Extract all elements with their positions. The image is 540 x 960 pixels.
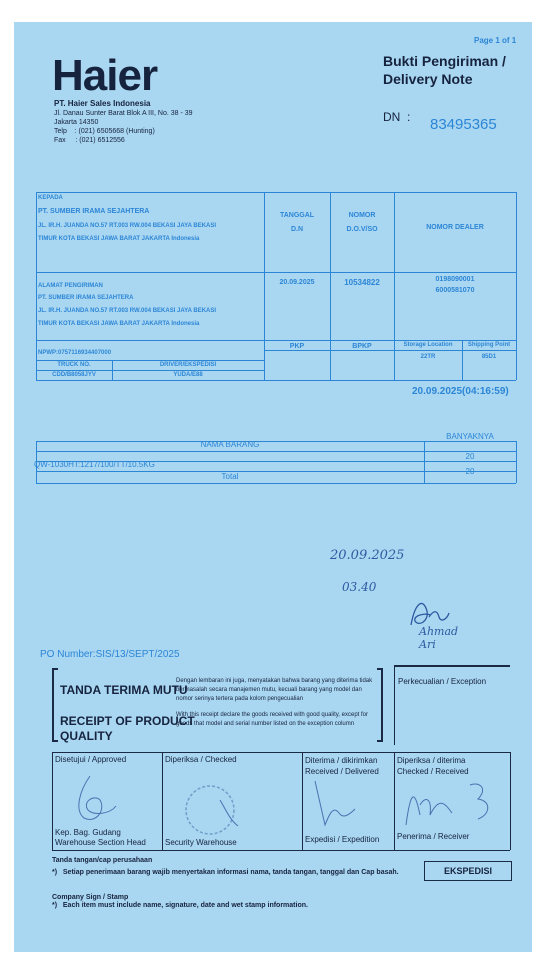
pkp-label: PKP (289, 343, 305, 350)
receipt-title-id: TANDA TERIMA MUTU (60, 683, 188, 697)
recipient-address-2: TIMUR KOTA BEKASI JAWA BARAT JAKARTA Indonesia (38, 236, 200, 242)
recipient-label: KEPADA (38, 195, 63, 201)
receipt-text-id: Dengan lembaran ini juga, menyatakan bahwa barang yang diterima tidak bermasalah secara manajemen mutu, kecuali barang yang model dan nomor serinya tertera pada kolom pengecualian (176, 678, 373, 702)
dn-header: D.N (290, 226, 304, 233)
driver-header: DRIVER/EKSPEDISI (159, 362, 217, 368)
nomor-value: 10534822 (344, 278, 380, 287)
delivered-label: Diterima / dikirimkan Received / Delivered (305, 756, 379, 776)
delivered-signature (305, 775, 365, 840)
receipt-title-en-2: QUALITY (60, 729, 113, 743)
page-subtitle: Delivery Note (383, 71, 473, 87)
page-indicator: Page 1 of 1 (474, 36, 517, 45)
company-fax: Fax : (021) 6512556 (54, 137, 125, 144)
handwritten-date: 20.09.2025 (330, 548, 405, 563)
nomor-header: NOMOR (348, 212, 376, 219)
dealer-number-2: 6000581070 (435, 287, 475, 294)
tanggal-value: 20.09.2025 (279, 279, 315, 286)
npwp: NPWP:0757116934407000 (38, 350, 112, 356)
item-qty: 20 (465, 452, 475, 461)
receiver-label: Penerima / Receiver (397, 832, 470, 841)
exception-label: Perkecualian / Exception (398, 677, 487, 686)
receipt-title-en: RECEIPT OF PRODUCT (60, 714, 195, 728)
truck-no-header: TRUCK NO. (57, 362, 91, 368)
stamp-label-en: Company Sign / Stamp (52, 894, 129, 901)
storage-location: 22TR (420, 354, 436, 360)
tanggal-header: TANGGAL (279, 212, 315, 219)
stamp-label-id: Tanda tangan/cap perusahaan (52, 857, 153, 864)
shipping-label: ALAMAT PENGIRIMAN (38, 283, 103, 289)
received-signature (400, 775, 500, 840)
ekspedisi-box (424, 861, 512, 881)
po-number: PO Number:SIS/13/SEPT/2025 (40, 649, 180, 660)
storage-location-header: Storage Location (403, 342, 453, 348)
shipping-point: 85D1 (481, 354, 497, 360)
shipping-point-header: Shipping Point (467, 342, 511, 348)
expedition-label: Expedisi / Expedition (305, 835, 380, 844)
stamp-note-en: *) Each item must include name, signature, date and wet stamp information. (52, 902, 308, 909)
company-stamp (180, 780, 250, 845)
handwritten-signature (405, 595, 459, 651)
handwritten-time: 03.40 (342, 580, 377, 594)
company-telp: Telp : (021) 6505668 (Hunting) (54, 128, 155, 135)
received-label: Diperiksa / diterima Checked / Received (397, 756, 469, 776)
checked-label: Diperiksa / Checked (165, 755, 237, 764)
page-title: Bukti Pengiriman / (383, 53, 506, 69)
shipping-name: PT. SUMBER IRAMA SEJAHTERA (38, 295, 134, 301)
bpkp-label: BPKP (352, 343, 372, 350)
dealer-number-1: 0198090001 (435, 276, 475, 283)
dovso-header: D.O.V/SO (346, 226, 378, 233)
company-city: Jakarta 14350 (54, 119, 99, 126)
dn-label: DN : (383, 110, 411, 124)
dn-number: 83495365 (430, 116, 497, 133)
company-address: Jl. Danau Sunter Barat Blok A III, No. 38 - 39 (54, 110, 193, 117)
total-label: Total (221, 472, 239, 481)
handwritten-name: Ahmad Ari (419, 625, 459, 651)
item-name: QW-1030HT:1217/100/TT/10.5KG (34, 460, 155, 469)
recipient-address: JL. IR.H. JUANDA NO.57 RT.003 RW.004 BEKASI JAYA BEKASI (38, 223, 217, 229)
item-name-header: NAMA BARANG (200, 440, 260, 449)
ekspedisi-label: EKSPEDISI (443, 866, 492, 876)
approved-label: Disetujui / Approved (55, 755, 127, 764)
security-label: Security Warehouse (165, 838, 237, 847)
shipping-address-2: TIMUR KOTA BEKASI JAWA BARAT JAKARTA Indonesia (38, 321, 200, 327)
receipt-text-en: With this receipt declare the goods received with good quality, except for goods that model and serial number listed on the exception column (176, 712, 368, 727)
item-qty-header: BANYAKNYA (446, 432, 494, 441)
truck-no: CDD/B8058JYV (52, 372, 96, 378)
shipping-address: JL. IR.H. JUANDA NO.57 RT.003 RW.004 BEKASI JAYA BEKASI (38, 308, 217, 314)
section-head-label-2: Warehouse Section Head (55, 838, 146, 847)
company-name: PT. Haier Sales Indonesia (54, 99, 151, 108)
approved-signature (60, 770, 130, 831)
section-head-label: Kep. Bag. Gudang (55, 828, 121, 837)
stamp-note-id: *) Setiap penerimaan barang wajib menyertakan informasi nama, tanda tangan, tanggal dan Cap basah. (52, 869, 399, 876)
total-qty: 20 (465, 467, 475, 476)
print-timestamp: 20.09.2025(04:16:59) (412, 386, 509, 397)
recipient-name: PT. SUMBER IRAMA SEJAHTERA (38, 208, 150, 215)
haier-logo: Haier (52, 51, 158, 100)
nomor-dealer-header: NOMOR DEALER (426, 224, 484, 231)
driver-name: YUDA/E88 (173, 372, 203, 378)
